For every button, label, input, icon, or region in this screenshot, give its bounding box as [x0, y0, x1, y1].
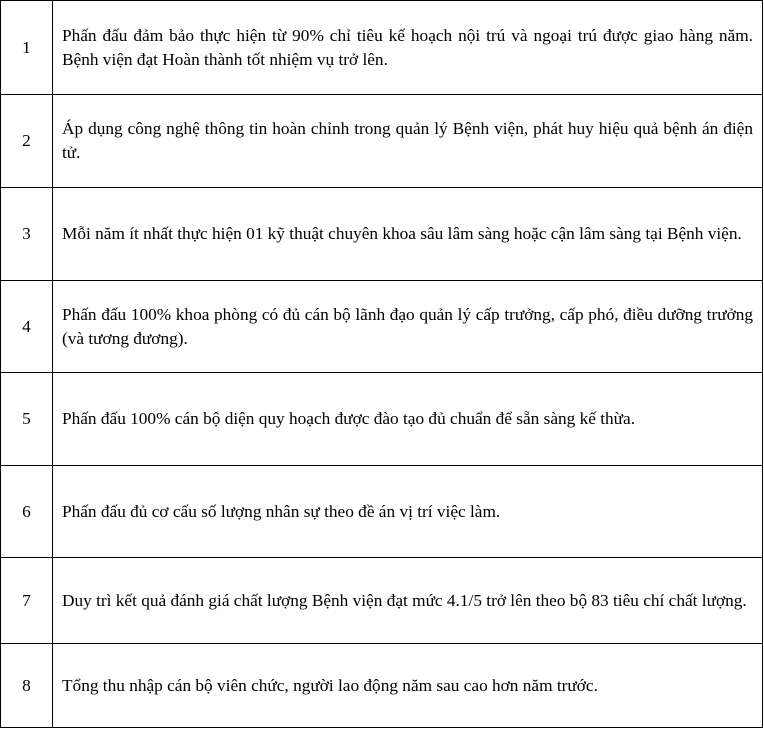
row-text: Mỗi năm ít nhất thực hiện 01 kỹ thuật chuyên khoa sâu lâm sàng hoặc cận lâm sàng tại Bệnh viện. [53, 188, 763, 281]
table-row [1, 188, 763, 281]
row-text: Duy trì kết quả đánh giá chất lượng Bệnh viện đạt mức 4.1/5 trở lên theo bộ 83 tiêu chí chất lượng. [53, 558, 763, 644]
row-number: 2 [1, 95, 53, 188]
table-row [1, 1, 763, 95]
table-row [1, 644, 763, 728]
row-text: Phấn đấu đảm bảo thực hiện từ 90% chỉ tiêu kế hoạch nội trú và ngoại trú được giao hàng năm. Bệnh viện đạt Hoàn thành tốt nhiệm vụ trở lên. [53, 1, 763, 95]
row-number: 6 [1, 466, 53, 558]
table-row [1, 95, 763, 188]
table-row [1, 466, 763, 558]
row-number: 1 [1, 1, 53, 95]
row-number: 7 [1, 558, 53, 644]
row-text: Phấn đấu 100% cán bộ diện quy hoạch được đào tạo đủ chuẩn để sẵn sàng kế thừa. [53, 373, 763, 466]
row-number: 3 [1, 188, 53, 281]
row-text: Phấn đấu đủ cơ cấu số lượng nhân sự theo đề án vị trí việc làm. [53, 466, 763, 558]
row-number: 5 [1, 373, 53, 466]
row-text: Tổng thu nhập cán bộ viên chức, người lao động năm sau cao hơn năm trước. [53, 644, 763, 728]
table-row [1, 373, 763, 466]
table-row [1, 558, 763, 644]
table-row [1, 281, 763, 373]
row-text: Phấn đấu 100% khoa phòng có đủ cán bộ lãnh đạo quản lý cấp trưởng, cấp phó, điều dưỡng trưởng (và tương đương). [53, 281, 763, 373]
row-number: 4 [1, 281, 53, 373]
row-number: 8 [1, 644, 53, 728]
row-text: Áp dụng công nghệ thông tin hoàn chỉnh trong quản lý Bệnh viện, phát huy hiệu quả bệnh án điện tử. [53, 95, 763, 188]
